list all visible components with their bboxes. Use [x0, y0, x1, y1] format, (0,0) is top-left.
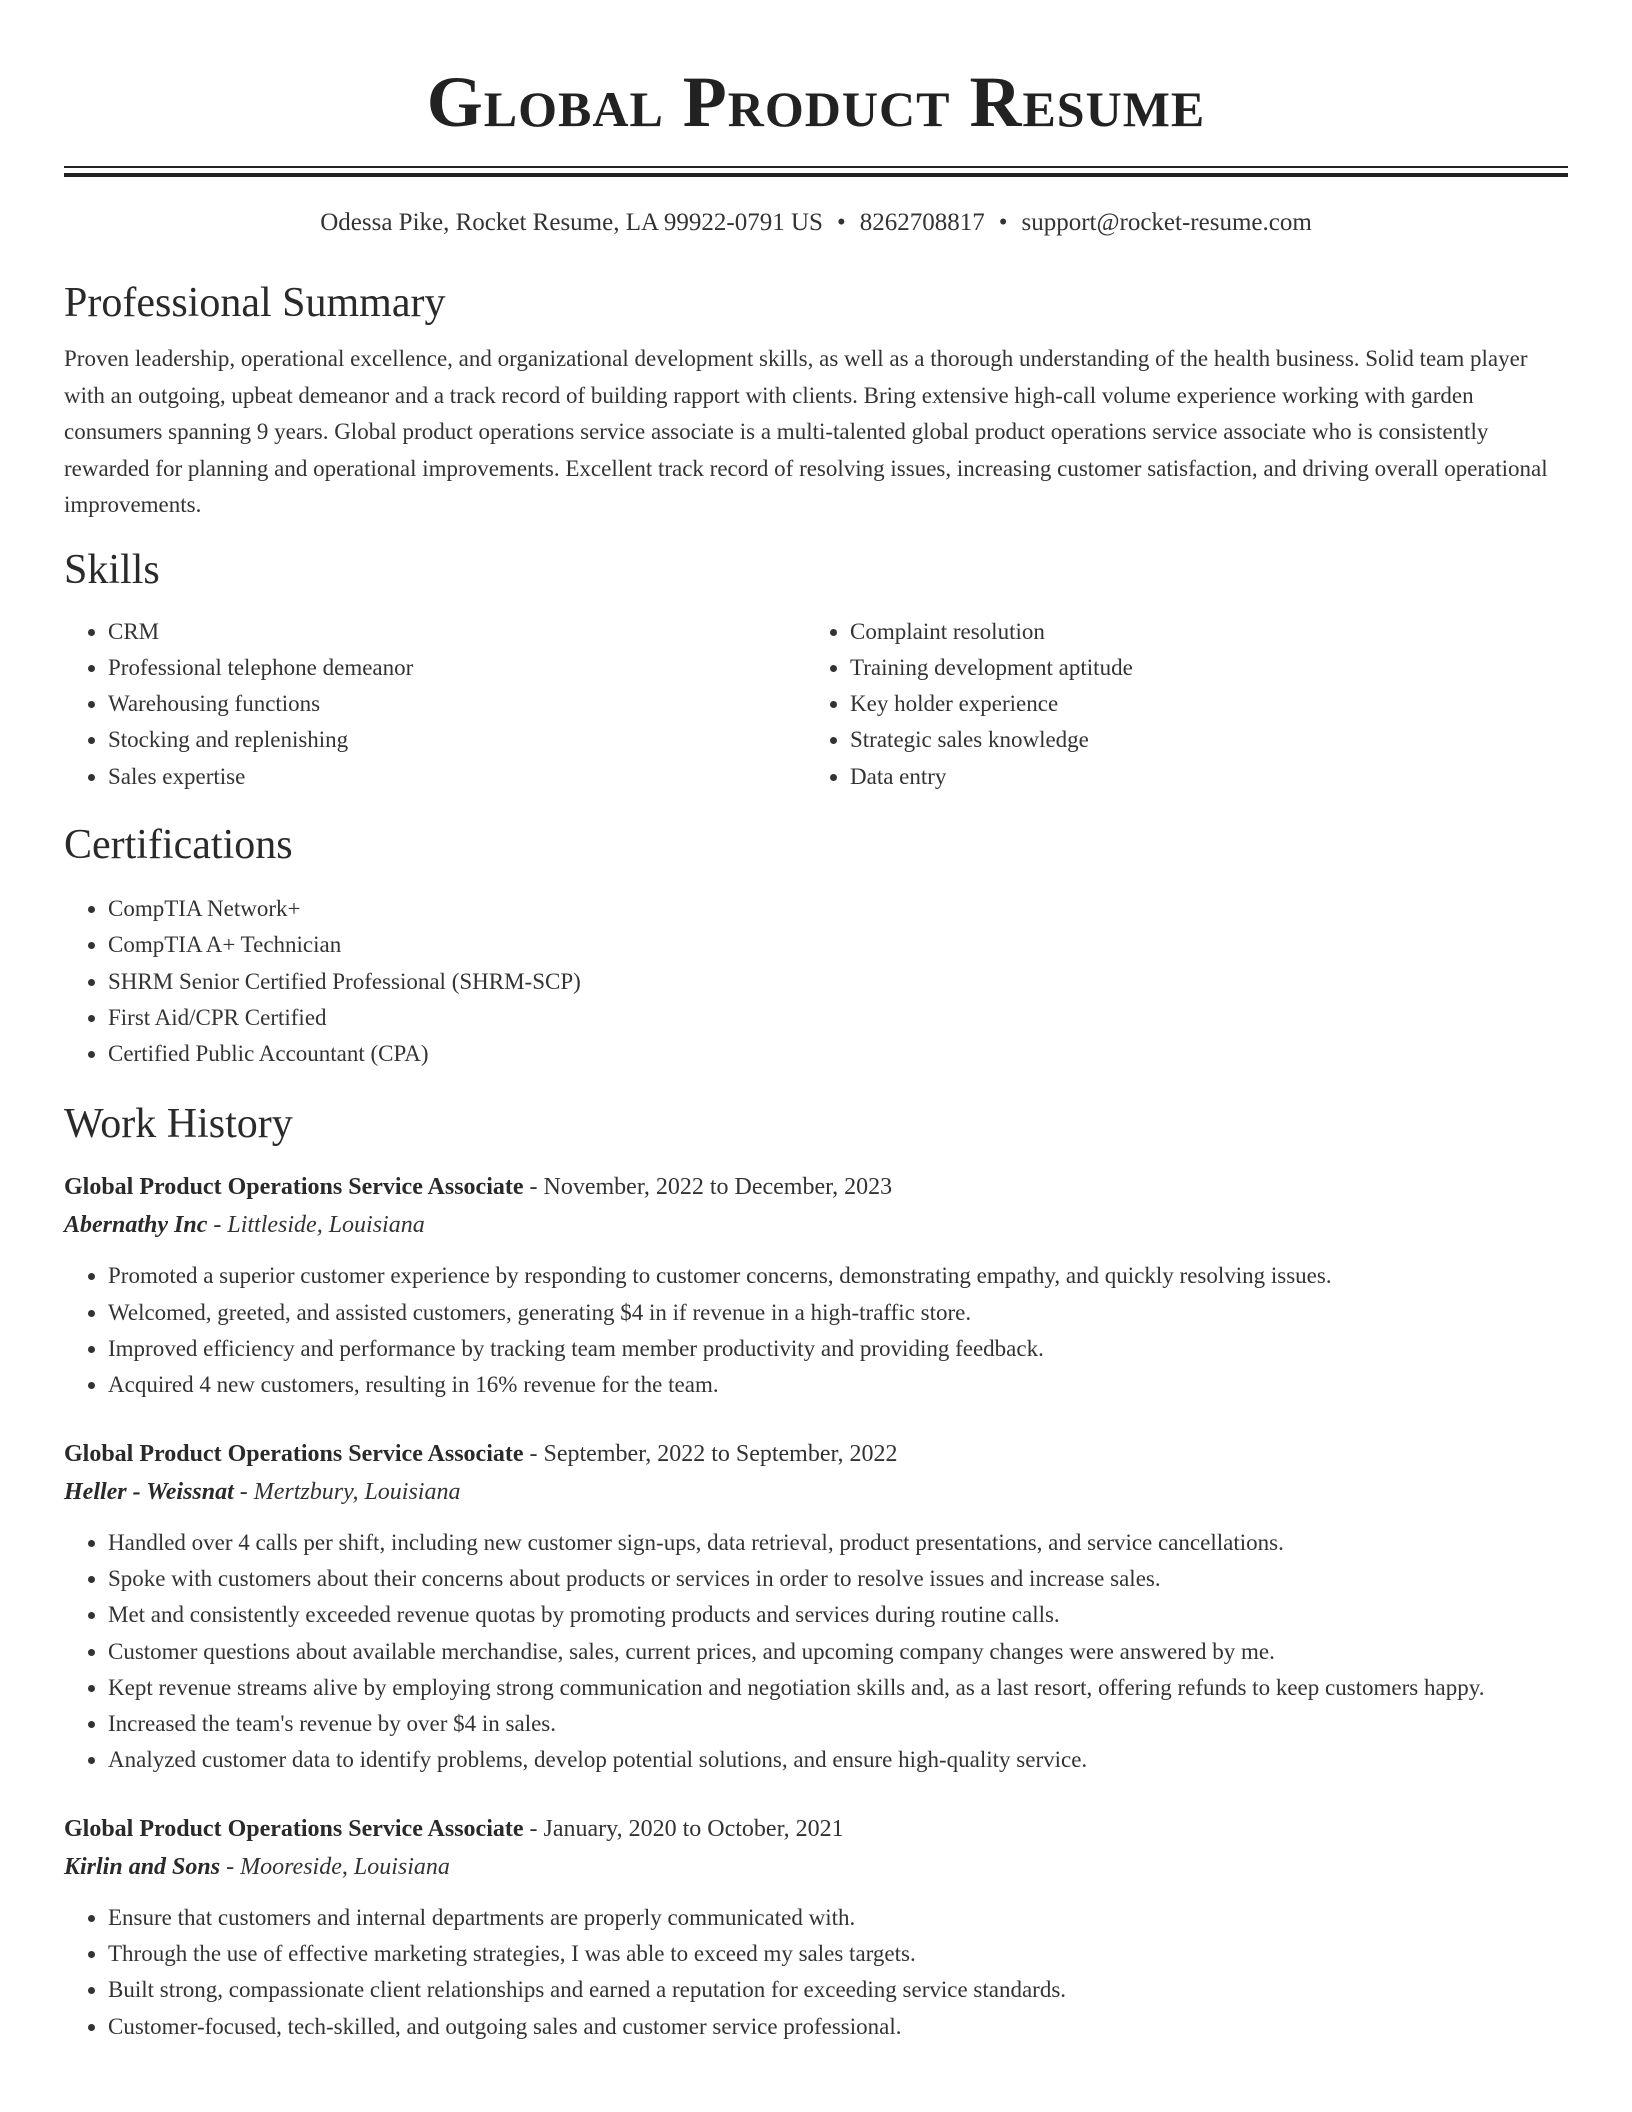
resume-page — [64, 0, 1568, 2045]
skill-item: • CRM — [108, 614, 806, 650]
job-bullet: • Met and consistently exceeded revenue quotas by promoting products and services during routine calls. — [108, 1597, 1568, 1633]
job-role: Global Product Operations Service Associate — [64, 1440, 524, 1467]
skill-item: • Strategic sales knowledge — [850, 722, 1548, 758]
contact-separator: • — [998, 209, 1008, 236]
job-bullet: • Customer-focused, tech-skilled, and outgoing sales and customer service professional. — [108, 2009, 1568, 2045]
job-entry — [64, 1168, 1568, 1403]
skills-column-left — [64, 614, 806, 795]
skill-item: • Warehousing functions — [108, 686, 806, 722]
job-bullet: • Analyzed customer data to identify problems, develop potential solutions, and ensure high-quality service. — [108, 1742, 1568, 1778]
job-company: Heller - Weissnat — [64, 1478, 234, 1505]
skills-column-right — [806, 614, 1548, 795]
job-bullet: • Kept revenue streams alive by employing strong communication and negotiation skills and, as a last resort, offering refunds to keep customers happy. — [108, 1670, 1568, 1706]
skill-item: • Training development aptitude — [850, 650, 1548, 686]
contact-phone: 8262708817 — [859, 209, 985, 236]
job-bullet: • Acquired 4 new customers, resulting in 16% revenue for the team. — [108, 1367, 1568, 1403]
summary-heading: Professional Summary — [64, 280, 446, 326]
job-bullet: • Improved efficiency and performance by tracking team member productivity and providing feedback. — [108, 1331, 1568, 1367]
skill-item: • Stocking and replenishing — [108, 722, 806, 758]
certification-item: • CompTIA A+ Technician — [108, 927, 1568, 963]
job-company-line — [64, 1206, 1568, 1244]
job-location: Littleside, Louisiana — [227, 1212, 425, 1239]
job-bullet: • Welcomed, greeted, and assisted customers, generating $4 in if revenue in a high-traffic store. — [108, 1295, 1568, 1331]
job-location: Mertzbury, Louisiana — [253, 1478, 461, 1505]
job-bullet: • Built strong, compassionate client relationships and earned a reputation for exceeding service standards. — [108, 1972, 1568, 2008]
job-role: Global Product Operations Service Associate — [64, 1174, 524, 1201]
job-company: Abernathy Inc — [64, 1212, 208, 1239]
contact-separator: • — [836, 209, 846, 236]
job-company: Kirlin and Sons — [64, 1853, 221, 1880]
job-company-line — [64, 1473, 1568, 1511]
skill-item: • Sales expertise — [108, 759, 806, 795]
certification-item: • Certified Public Accountant (CPA) — [108, 1036, 1568, 1072]
job-bullets — [64, 1900, 1568, 2045]
job-bullet: • Promoted a superior customer experience by responding to customer concerns, demonstrating empathy, and quickly resolving issues. — [108, 1258, 1568, 1294]
skill-item: • Professional telephone demeanor — [108, 650, 806, 686]
job-title-line — [64, 1435, 1568, 1473]
contact-line — [64, 207, 1568, 239]
certification-item: • First Aid/CPR Certified — [108, 1000, 1568, 1036]
job-dates: January, 2020 to October, 2021 — [543, 1815, 844, 1842]
job-dash: - — [523, 1440, 544, 1467]
summary-text: Proven leadership, operational excellence, and organizational development skills, as well as a thorough understanding of the health business. Solid team player with an outgoing, upbeat demeanor and a track record of building rapport with clients. Bring extensive high-call volume experience working with garden consumers spanning 9 years. Global product operations service associate is a multi-talented global product operations service associate who is consistently rewarded for planning and operational improvements. Excellent track record of resolving issues, increasing customer satisfaction, and driving overall operational improvements. — [64, 346, 1548, 517]
certification-item: • CompTIA Network+ — [108, 891, 1568, 927]
title-divider-thin — [64, 166, 1568, 168]
job-company-line — [64, 1848, 1568, 1886]
job-dash: - — [233, 1478, 254, 1505]
job-bullet: • Ensure that customers and internal departments are properly communicated with. — [108, 1900, 1568, 1936]
job-dash: - — [523, 1815, 544, 1842]
job-entry — [64, 1810, 1568, 2045]
job-title-line — [64, 1168, 1568, 1206]
job-bullets — [64, 1525, 1568, 1779]
job-bullet: • Through the use of effective marketing strategies, I was able to exceed my sales targets. — [108, 1936, 1568, 1972]
job-bullet: • Handled over 4 calls per shift, including new customer sign-ups, data retrieval, product presentations, and service cancellations. — [108, 1525, 1568, 1561]
resume-title: Global Product Resume — [426, 62, 1206, 142]
job-dash: - — [207, 1212, 228, 1239]
skill-item: • Data entry — [850, 759, 1548, 795]
job-dates: November, 2022 to December, 2023 — [543, 1174, 893, 1201]
job-dash: - — [523, 1174, 544, 1201]
contact-address: Odessa Pike, Rocket Resume, LA 99922-0791 US — [320, 209, 823, 236]
job-bullets — [64, 1258, 1568, 1403]
work-history-heading: Work History — [64, 1101, 293, 1148]
job-entry — [64, 1435, 1568, 1779]
certifications-heading: Certifications — [64, 821, 293, 868]
certification-item: • SHRM Senior Certified Professional (SHRM-SCP) — [108, 964, 1568, 1000]
job-dates: September, 2022 to September, 2022 — [543, 1440, 898, 1467]
job-bullet: • Increased the team's revenue by over $4 in sales. — [108, 1706, 1568, 1742]
job-location: Mooreside, Louisiana — [240, 1853, 450, 1880]
title-divider-thick — [64, 173, 1568, 177]
job-role: Global Product Operations Service Associate — [64, 1815, 524, 1842]
skill-item: • Complaint resolution — [850, 614, 1548, 650]
certifications-list — [64, 891, 1568, 1072]
job-title-line — [64, 1810, 1568, 1848]
skills-list — [64, 614, 1568, 795]
job-bullet: • Spoke with customers about their concerns about products or services in order to resolve issues and increase sales. — [108, 1561, 1568, 1597]
job-bullet: • Customer questions about available merchandise, sales, current prices, and upcoming company changes were answered by me. — [108, 1634, 1568, 1670]
skill-item: • Key holder experience — [850, 686, 1548, 722]
contact-email: support@rocket-resume.com — [1021, 209, 1312, 236]
job-dash: - — [220, 1853, 241, 1880]
skills-heading: Skills — [64, 546, 160, 593]
